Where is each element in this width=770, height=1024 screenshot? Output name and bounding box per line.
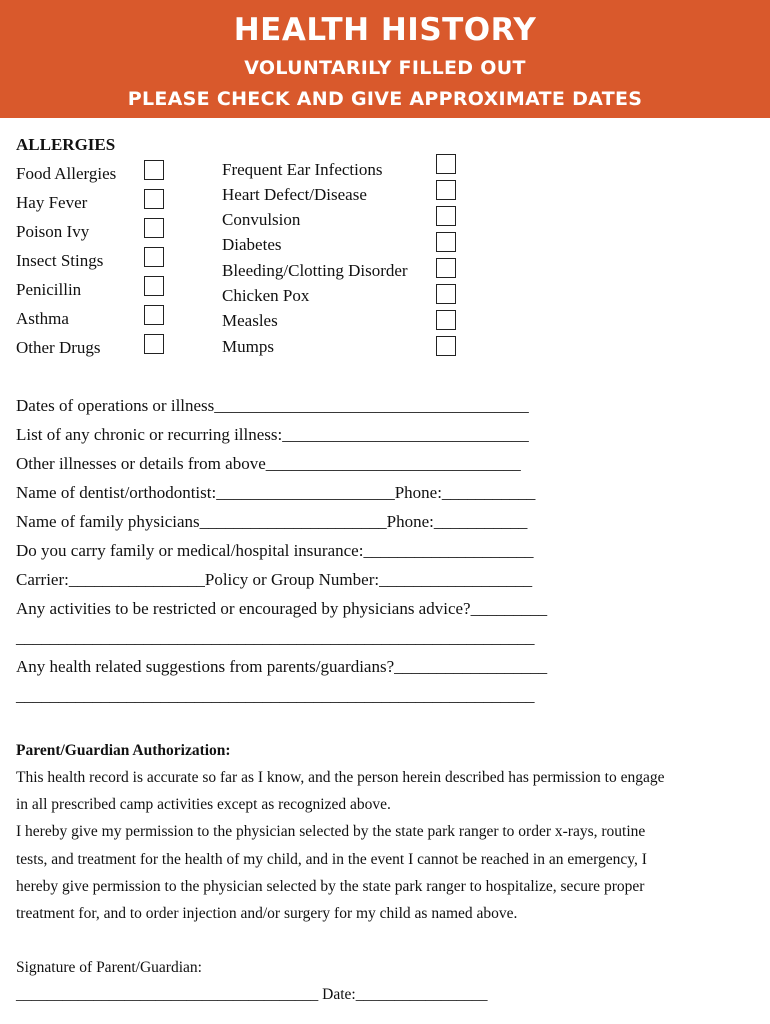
allergy-label-asthma: Asthma: [16, 309, 69, 328]
insurance-field[interactable]: Do you carry family or medical/hospital insurance:____________________: [16, 541, 534, 560]
authorization-text-line: hereby give permission to the physician selected by the state park ranger to hospitalize, secure proper: [16, 878, 645, 895]
other-illnesses-field[interactable]: Other illnesses or details from above______________________________: [16, 454, 521, 473]
signature-date-field[interactable]: _______________________________________ Date:_________________: [16, 986, 488, 1003]
allergy-label-poison-ivy: Poison Ivy: [16, 222, 90, 241]
header-banner: [0, 0, 770, 118]
signature-label: Signature of Parent/Guardian:: [16, 959, 202, 976]
penicillin-checkbox[interactable]: [144, 276, 164, 296]
allergy-label-penicillin: Penicillin: [16, 280, 82, 299]
dentist-phone-field[interactable]: Name of dentist/orthodontist:_____________________Phone:___________: [16, 483, 536, 502]
other-drugs-checkbox[interactable]: [144, 334, 164, 354]
condition-label-ear-infections: Frequent Ear Infections: [222, 160, 383, 179]
measles-checkbox[interactable]: [436, 310, 456, 330]
suggestions-continuation-line[interactable]: _____________________________________________________________: [16, 686, 535, 705]
authorization-text-line: This health record is accurate so far as I know, and the person herein described has permission to engage: [16, 769, 665, 786]
condition-label-heart-defect: Heart Defect/Disease: [222, 185, 367, 204]
allergy-label-food: Food Allergies: [16, 164, 117, 183]
ear-infections-checkbox[interactable]: [436, 154, 456, 174]
convulsion-checkbox[interactable]: [436, 206, 456, 226]
bleeding-disorder-checkbox[interactable]: [436, 258, 456, 278]
authorization-text-line: I hereby give my permission to the physician selected by the state park ranger to order x-rays, routine: [16, 823, 646, 840]
form-instructions: PLEASE CHECK AND GIVE APPROXIMATE DATES: [127, 88, 643, 110]
chronic-illness-field[interactable]: List of any chronic or recurring illness:_____________________________: [16, 425, 529, 444]
allergy-label-hay-fever: Hay Fever: [16, 193, 88, 212]
form-subtitle: VOLUNTARILY FILLED OUT: [244, 57, 526, 79]
heart-defect-checkbox[interactable]: [436, 180, 456, 200]
diabetes-checkbox[interactable]: [436, 232, 456, 252]
allergies-heading: ALLERGIES: [16, 135, 116, 154]
mumps-checkbox[interactable]: [436, 336, 456, 356]
condition-label-measles: Measles: [222, 311, 278, 330]
condition-label-convulsion: Convulsion: [222, 210, 301, 229]
asthma-checkbox[interactable]: [144, 305, 164, 325]
poison-ivy-checkbox[interactable]: [144, 218, 164, 238]
insect-stings-checkbox[interactable]: [144, 247, 164, 267]
operations-dates-field[interactable]: Dates of operations or illness_____________________________________: [16, 396, 529, 415]
food-allergies-checkbox[interactable]: [144, 160, 164, 180]
parent-suggestions-field[interactable]: Any health related suggestions from parents/guardians?__________________: [16, 657, 548, 676]
condition-label-bleeding: Bleeding/Clotting Disorder: [222, 261, 408, 280]
authorization-text-line: treatment for, and to order injection and/or surgery for my child as named above.: [16, 905, 518, 922]
allergy-label-insect-stings: Insect Stings: [16, 251, 104, 270]
authorization-text-line: in all prescribed camp activities except as recognized above.: [16, 796, 391, 813]
hay-fever-checkbox[interactable]: [144, 189, 164, 209]
condition-label-mumps: Mumps: [222, 337, 274, 356]
carrier-policy-field[interactable]: Carrier:________________Policy or Group Number:__________________: [16, 570, 533, 589]
physician-phone-field[interactable]: Name of family physicians______________________Phone:___________: [16, 512, 528, 531]
activities-continuation-line[interactable]: _____________________________________________________________: [16, 628, 535, 647]
allergy-label-other-drugs: Other Drugs: [16, 338, 101, 357]
condition-label-diabetes: Diabetes: [222, 235, 282, 254]
chicken-pox-checkbox[interactable]: [436, 284, 456, 304]
condition-label-chicken-pox: Chicken Pox: [222, 286, 310, 305]
authorization-heading: Parent/Guardian Authorization:: [16, 742, 231, 759]
form-title: HEALTH HISTORY: [233, 12, 537, 48]
activities-restriction-field[interactable]: Any activities to be restricted or encouraged by physicians advice?_________: [16, 599, 548, 618]
authorization-text-line: tests, and treatment for the health of my child, and in the event I cannot be reached in an emergency, I: [16, 851, 647, 868]
